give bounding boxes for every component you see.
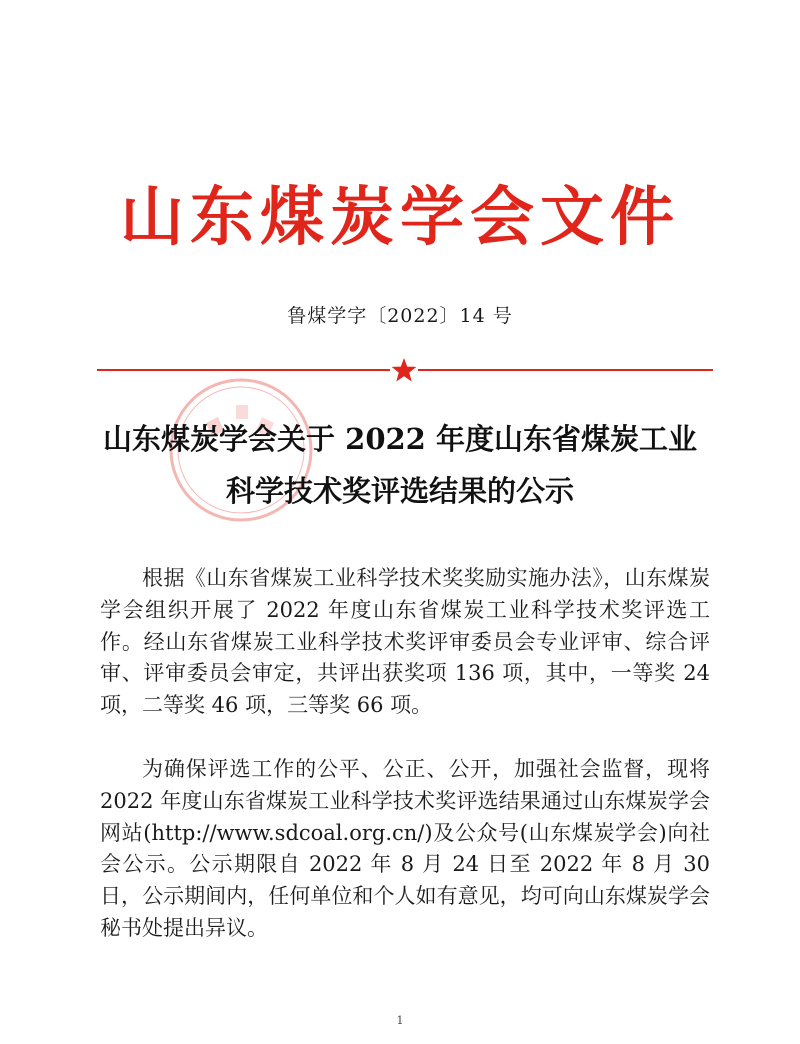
document-number: 鲁煤学字〔2022〕14 号 — [287, 305, 513, 327]
header-divider-right — [418, 369, 713, 371]
document-header-title: 山东煤炭学会文件 — [120, 181, 680, 255]
header-divider-left — [97, 369, 390, 371]
notice-title-line1: 山东煤炭学会关于 2022 年度山东省煤炭工业 — [103, 422, 697, 456]
body-paragraph-2: 为确保评选工作的公平、公正、公开，加强社会监督，现将 2022 年度山东省煤炭工业科学技术奖评选结果通过山东煤炭学会网站(http://www.sdcoal.org.cn/)及公众号(山东煤炭学会)向社会公示。公示期限自 2022 年 8 月 24 日至 2022 年 8 月 30 日，公示期间内，任何单位和个人如有意见，均可向山东煤炭学会秘书处提出异议。 — [100, 757, 710, 940]
notice-title-line2: 科学技术奖评选结果的公示 — [225, 474, 574, 508]
page-number: 1 — [396, 1014, 404, 1027]
body-paragraph-1: 根据《山东省煤炭工业科学技术奖奖励实施办法》，山东煤炭学会组织开展了 2022 年度山东省煤炭工业科学技术奖评选工作。经山东省煤炭工业科学技术奖评审委员会专业评审、综合评审、评审委员会审定，共评出获奖项 136 项，其中，一等奖 24 项，二等奖 46 项，三等奖 66 项。 — [100, 566, 710, 718]
star-icon — [391, 357, 417, 383]
